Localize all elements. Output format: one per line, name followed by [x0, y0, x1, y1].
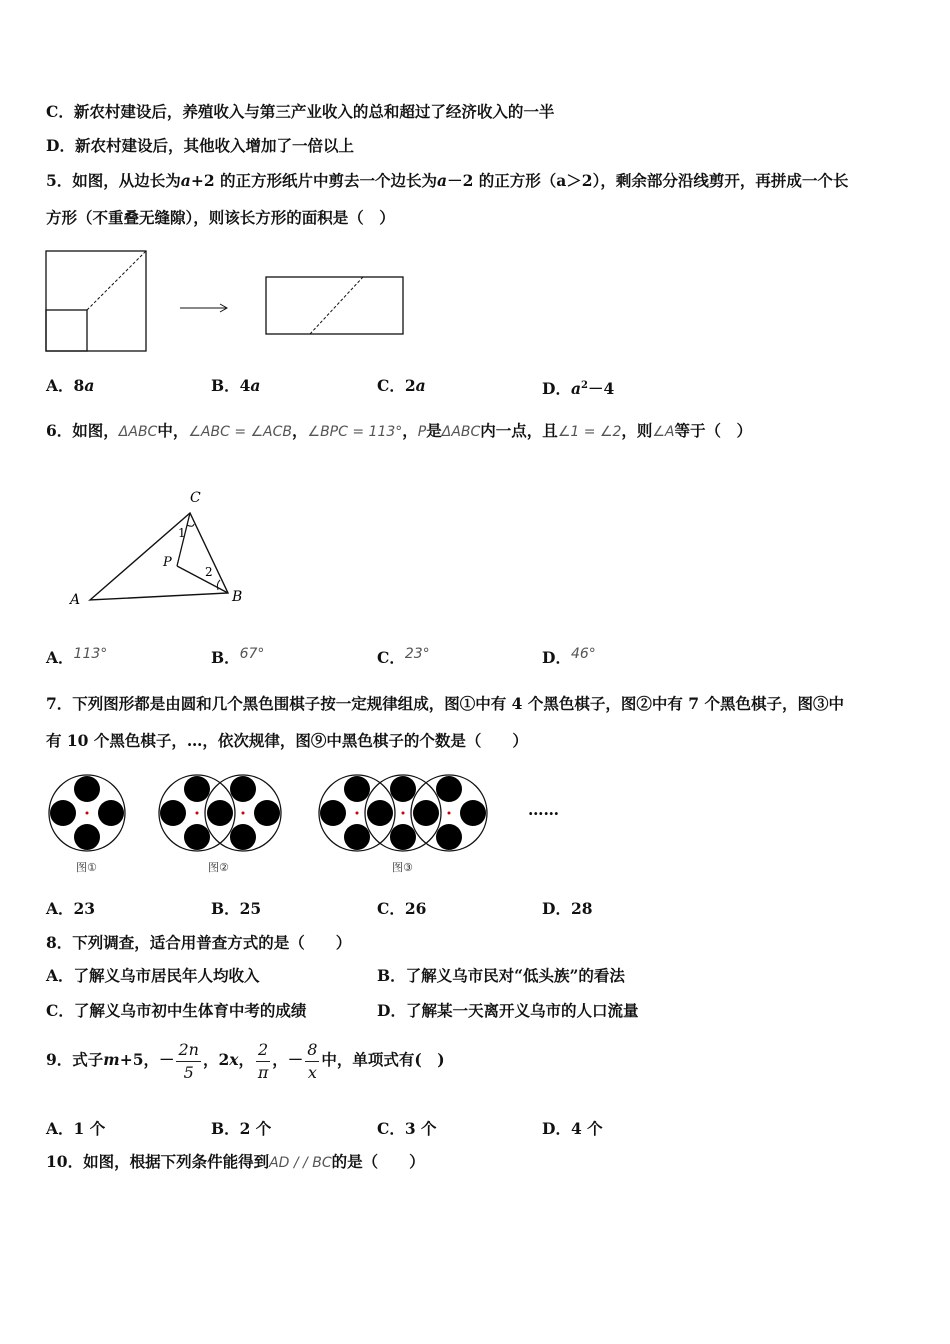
small-square — [46, 310, 87, 351]
q6-option-c: C．23° — [377, 646, 430, 667]
q6-option-d: D．46° — [542, 646, 596, 667]
q9-option-b: B．2 个 — [211, 1119, 272, 1138]
black-stone — [436, 824, 462, 850]
black-stone — [230, 824, 256, 850]
q5-option-a: A．8a — [46, 376, 95, 395]
q10-stem: 10．如图，根据下列条件能得到AD / / BC的是（ ） — [46, 1152, 425, 1171]
q5-stem-line2: 方形（不重叠无缝隙），则该长方形的面积是（ ） — [46, 208, 395, 227]
black-stone — [254, 800, 280, 826]
q7-go-stones-figure — [40, 770, 510, 860]
q9-option-c: C．3 个 — [377, 1119, 437, 1138]
black-stone — [344, 776, 370, 802]
q5-figure — [40, 245, 410, 357]
q4-option-d: D．新农村建设后，其他收入增加了一倍以上 — [46, 136, 354, 155]
q9-option-d: D．4 个 — [542, 1119, 603, 1138]
caption-figure-1: 图① — [76, 861, 97, 874]
q6-stem: 6．如图，ΔABC中，∠ABC = ∠ACB，∠BPC = 113°，P是ΔABC内一点，且∠1 = ∠2，则∠A等于（ ） — [46, 421, 753, 440]
black-stone — [74, 776, 100, 802]
black-stone — [160, 800, 186, 826]
q7-ellipsis: …… — [528, 800, 559, 819]
label-p: P — [163, 555, 172, 570]
black-stone — [413, 800, 439, 826]
fraction-2n-over-5: $\frac{2n}{5}$ — [178, 1039, 199, 1082]
q7-option-b: B．25 — [211, 899, 262, 918]
black-stone — [74, 824, 100, 850]
black-stone — [390, 824, 416, 850]
black-stone — [460, 800, 486, 826]
q9-stem: 9．式子m+5，－ $\frac{2n}{5}$ ，2x， $\frac{2}{\pi}$ ，－ $\frac{8}{x}$ 中，单项式有( ) — [46, 1039, 445, 1082]
q6-option-a: A．113° — [46, 646, 108, 667]
label-angle-2: 2 — [205, 565, 213, 579]
label-angle-1: 1 — [178, 526, 186, 540]
figure-2 — [159, 775, 281, 851]
black-stone — [436, 776, 462, 802]
q4-option-c: C．新农村建设后，养殖收入与第三产业收入的总和超过了经济收入的一半 — [46, 102, 555, 121]
rectangle-cut-line — [310, 277, 363, 334]
angle-1-arc — [187, 524, 194, 526]
fraction-2-over-pi: $\frac{2}{\pi}$ — [257, 1039, 269, 1082]
label-b: B — [232, 589, 243, 605]
black-stone — [98, 800, 124, 826]
fraction-8-over-x: $\frac{8}{x}$ — [307, 1039, 318, 1082]
caption-figure-3: 图③ — [392, 861, 413, 874]
q7-stem-line1: 7．下列图形都是由圆和几个黑色围棋子按一定规律组成，图①中有 4 个黑色棋子，图②中有 7 个黑色棋子，图③中 — [46, 694, 844, 713]
black-stone — [390, 776, 416, 802]
cut-line — [87, 251, 146, 310]
label-a: A — [70, 592, 81, 608]
figure-3 — [319, 775, 487, 851]
black-stone — [230, 776, 256, 802]
q5-option-d: D．$a^2-4$ — [542, 379, 615, 399]
segment-pb — [177, 566, 228, 593]
label-c: C — [190, 490, 201, 506]
black-stone — [184, 776, 210, 802]
q6-option-b: B．67° — [211, 646, 265, 667]
black-stone — [50, 800, 76, 826]
q7-option-d: D．28 — [542, 899, 593, 918]
q6-triangle-figure — [60, 480, 260, 615]
q8-option-a: A．了解义乌市居民年人均收入 — [46, 966, 260, 985]
q8-option-d: D．了解某一天离开义乌市的人口流量 — [377, 1001, 639, 1020]
q8-option-c: C．了解义乌市初中生体育中考的成绩 — [46, 1001, 307, 1020]
black-stone — [184, 824, 210, 850]
black-stone — [367, 800, 393, 826]
q5-option-b: B．4a — [211, 376, 261, 395]
q7-option-c: C．26 — [377, 899, 427, 918]
q9-option-a: A．1 个 — [46, 1119, 106, 1138]
q5-stem-line1: 5．如图，从边长为a+2 的正方形纸片中剪去一个边长为a－2 的正方形（a＞2），剩余部分沿线剪开，再拼成一个长 — [46, 171, 849, 190]
caption-figure-2: 图② — [208, 861, 229, 874]
black-stone — [344, 824, 370, 850]
q5-option-c: C．2a — [377, 376, 426, 395]
figure-1 — [49, 775, 125, 851]
result-rectangle — [266, 277, 403, 334]
q7-stem-line2: 有 10 个黑色棋子，…，依次规律，图⑨中黑色棋子的个数是（ ） — [46, 731, 528, 750]
black-stone — [320, 800, 346, 826]
q8-stem: 8．下列调查，适合用普查方式的是（ ） — [46, 933, 352, 952]
black-stone — [207, 800, 233, 826]
triangle-abc — [90, 513, 228, 600]
q7-option-a: A．23 — [46, 899, 96, 918]
q8-option-b: B．了解义乌市民对“低头族”的看法 — [377, 966, 625, 985]
